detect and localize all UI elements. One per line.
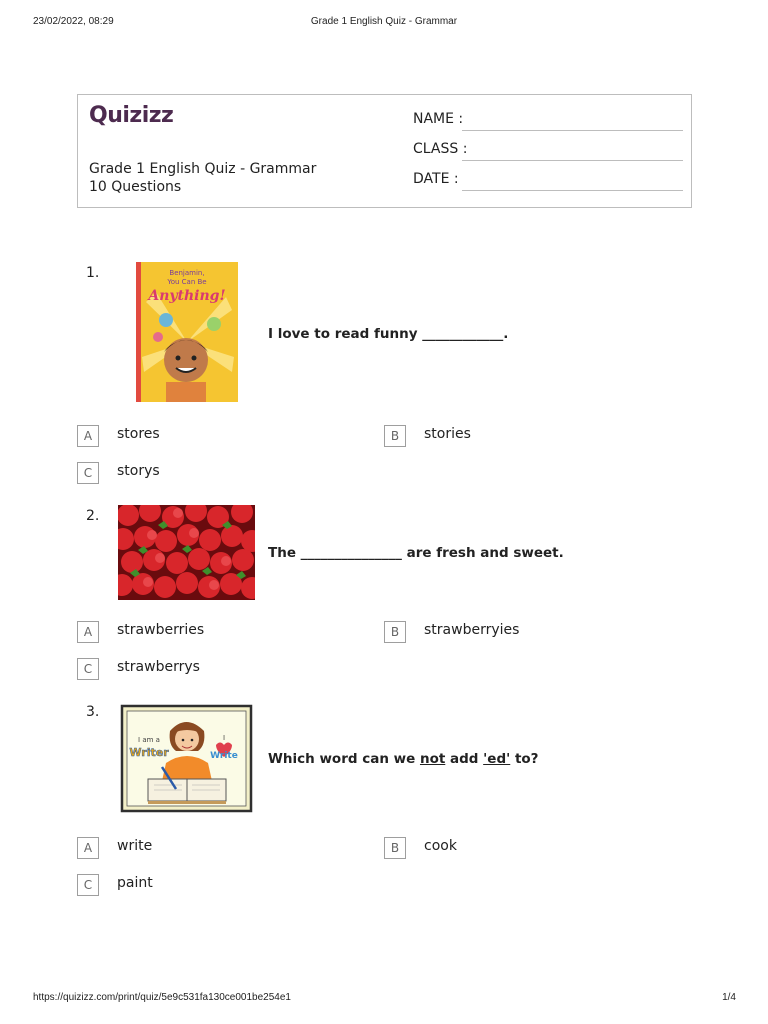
class-line[interactable] [462,160,683,161]
option-text: strawberrys [117,659,200,675]
option-text: stories [424,426,471,442]
quiz-title: Grade 1 English Quiz - Grammar [89,161,317,177]
option-letter-box: C [77,874,99,896]
book-title-line1: Benjamin, [169,269,205,277]
name-label: NAME : [413,111,464,127]
writer-word1: I am a [138,736,160,744]
question-text-part: Which word can we [268,751,420,767]
question-text [268,545,564,561]
option-text: strawberries [117,622,205,638]
writer-word2: Writer [129,746,169,759]
option-text: stores [117,426,160,442]
option-letter-box: C [77,462,99,484]
class-field[interactable] [413,141,683,161]
option-letter-box: A [77,837,99,859]
option-letter-box: A [77,425,99,447]
question-text-part: 'ed' [483,751,511,767]
option-text: paint [117,875,153,891]
print-datetime: 23/02/2022, 08:29 [33,16,114,27]
question-number: 3. [86,704,100,720]
question-text-part: I love to read funny ____________. [268,326,509,342]
page-number: 1/4 [722,992,736,1003]
option-text: storys [117,463,160,479]
question-number: 2. [86,508,100,524]
option-letter-box: A [77,621,99,643]
writer-word3: I [222,734,226,742]
option-text: cook [424,838,457,854]
question-text-part: add [445,751,484,767]
question-text [268,326,508,342]
date-label: DATE : [413,171,459,187]
quizizz-logo: Quizizz [89,103,174,128]
date-line[interactable] [462,190,683,191]
option-letter-box: B [384,837,406,859]
question-number: 1. [86,265,100,281]
question-text-part: The _______________ are fresh and sweet. [268,545,564,561]
strawberries-image [118,505,255,600]
book-title-line2: You Can Be [167,278,207,286]
page-url: https://quizizz.com/print/quiz/5e9c531fa130ce001be254e1 [33,992,291,1003]
writer-image [118,701,255,816]
name-line[interactable] [462,130,683,131]
writer-word4: Write [210,751,238,761]
question-text [268,751,539,767]
print-title: Grade 1 English Quiz - Grammar [310,16,458,27]
print-header [0,16,768,30]
option-text: strawberryies [424,622,520,638]
quiz-header-card [77,94,692,208]
option-text: write [117,838,153,854]
question-text-part: not [419,751,446,767]
date-field[interactable] [413,171,683,191]
print-footer [0,992,768,1006]
book-cover-image [136,262,238,402]
option-letter-box: B [384,425,406,447]
name-field[interactable] [413,111,683,131]
question-text-part: to? [510,751,539,767]
question-count: 10 Questions [89,179,182,195]
option-letter-box: B [384,621,406,643]
option-letter-box: C [77,658,99,680]
book-title-line3: Anything! [148,288,226,304]
class-label: CLASS : [413,141,468,157]
